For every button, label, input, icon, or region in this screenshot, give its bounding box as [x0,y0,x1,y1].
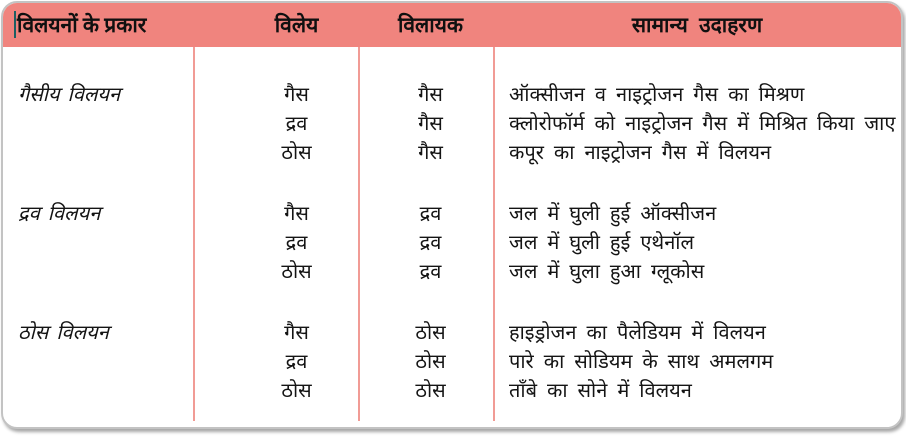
solute-cell: गैस [284,203,309,225]
solvent-cell: द्रव [419,203,442,225]
solvent-cell: ठोस [415,351,446,373]
solvent-cell: ठोस [415,322,446,344]
header-type-label: विलयनों के प्रकार [17,13,147,37]
solution-types-table-card [1,1,903,429]
header-cell-type [3,11,193,39]
header-cell-solute: विलेय [274,13,319,37]
example-cell: ताँबे का सोने में विलयन [509,380,692,402]
group-type-label: द्रव विलयन [18,203,101,225]
header-cell-solvent: विलायक [397,13,464,37]
solvent-cell: ठोस [415,380,446,402]
group-rows [193,81,901,168]
solute-cell: द्रव [285,351,308,373]
solvent-cell: गैस [418,142,443,164]
group-gaseous-solution [3,81,901,168]
solvent-cell: गैस [418,84,443,106]
solute-cell: गैस [284,84,309,106]
solute-cell: ठोस [281,261,312,283]
table-row [193,377,901,406]
group-solid-solution [3,319,901,406]
group-type-label: गैसीय विलयन [18,84,121,106]
solute-cell: ठोस [281,380,312,402]
table-row [193,81,901,110]
header-cell-examples: सामान्य उदाहरण [631,13,763,37]
table-row [193,110,901,139]
example-cell: जल में घुली हुई ऑक्सीजन [509,203,717,225]
table-row [193,348,901,377]
solute-cell: गैस [284,322,309,344]
solute-cell: द्रव [285,113,308,135]
example-cell: क्लोरोफॉर्म को नाइट्रोजन गैस में मिश्रित किया जाए [509,113,896,135]
table-row [193,229,901,258]
example-cell: कपूर का नाइट्रोजन गैस में विलयन [509,142,772,164]
solute-cell: द्रव [285,232,308,254]
table-row [193,139,901,168]
example-cell: जल में घुली हुई एथेनॉल [509,232,695,254]
group-liquid-solution [3,200,901,287]
group-rows [193,319,901,406]
solute-cell: ठोस [281,142,312,164]
example-cell: ऑक्सीजन व नाइट्रोजन गैस का मिश्रण [509,84,805,106]
group-type-label: ठोस विलयन [18,322,109,344]
table-row [193,258,901,287]
example-cell: पारे का सोडियम के साथ अमलगम [509,351,774,373]
table-body [3,47,901,427]
cursor-artifact [14,11,16,38]
table-row [193,200,901,229]
table-header-row [3,3,901,47]
solvent-cell: गैस [418,113,443,135]
group-rows [193,200,901,287]
example-cell: हाइड्रोजन का पैलेडियम में विलयन [509,322,766,344]
solvent-cell: द्रव [419,232,442,254]
solvent-cell: द्रव [419,261,442,283]
table-row [193,319,901,348]
example-cell: जल में घुला हुआ ग्लूकोस [509,261,705,283]
